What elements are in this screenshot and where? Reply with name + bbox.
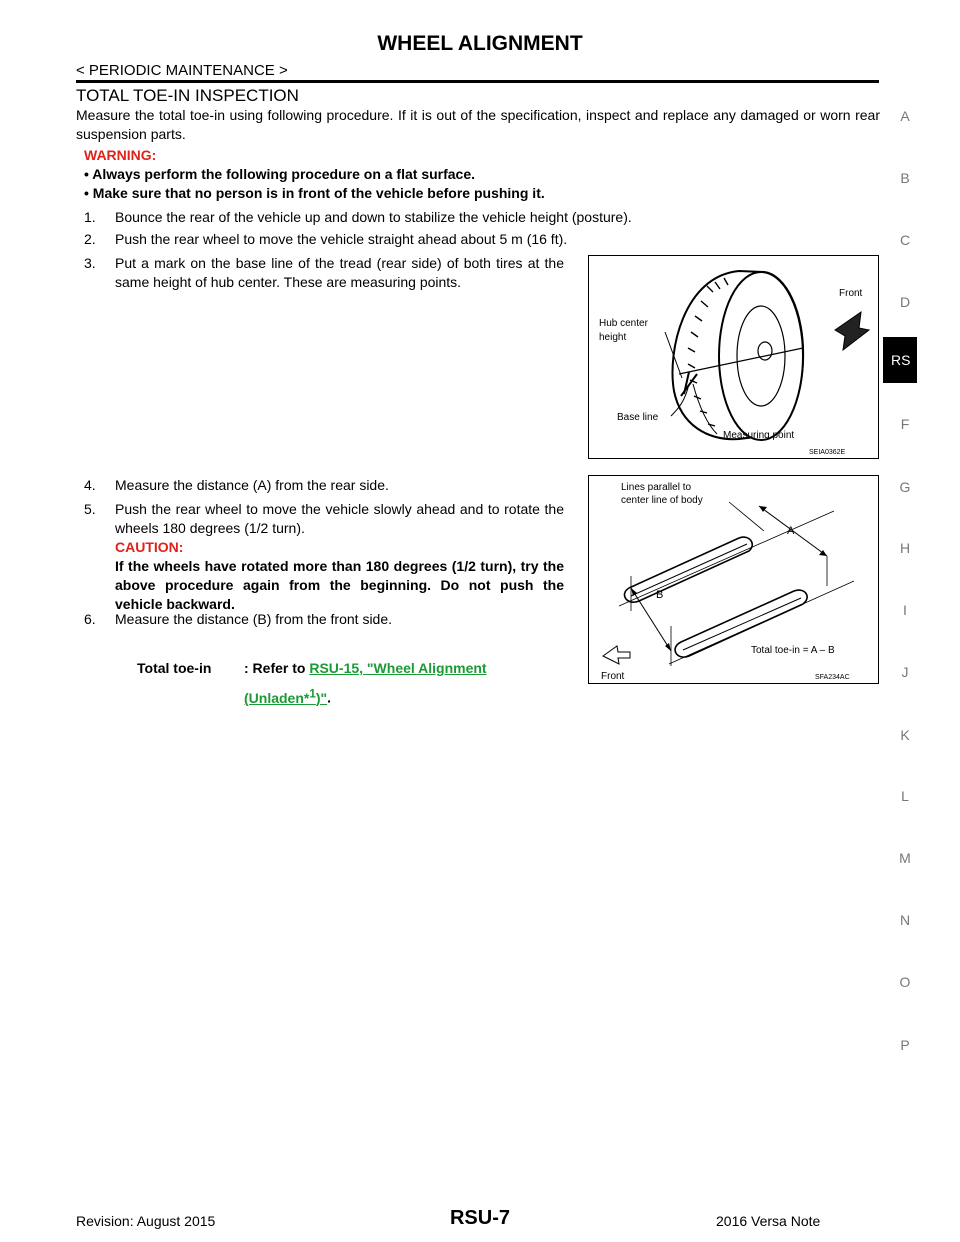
sidebar-tab-m[interactable]: M [899,850,911,866]
figure-code: SEIA0362E [809,449,846,456]
label-front: Front [839,288,863,299]
label-front: Front [601,671,625,682]
sidebar-tab-j[interactable]: J [901,664,909,680]
sidebar-tab-o[interactable]: O [899,974,911,990]
step-6: 6. Measure the distance (B) from the front side. [84,611,393,627]
section-breadcrumb: < PERIODIC MAINTENANCE > [76,62,288,79]
footer-model: 2016 Versa Note [716,1213,821,1229]
spec-value: : Refer to RSU-15, "Wheel Alignment (Unladen*$^1$)". [244,660,487,706]
warning-label: WARNING: [84,147,157,163]
label-hub-center: Hub center [599,318,648,329]
label-center-line: center line of body [621,495,703,506]
caution-label: CAUTION: [115,539,184,555]
sidebar-tab-k[interactable]: K [900,727,910,743]
label-height: height [599,332,627,343]
footer-revision: Revision: August 2015 [76,1213,216,1229]
toe-in-illustration [589,476,878,683]
section-heading: TOTAL TOE-IN INSPECTION [76,86,299,105]
step-4: 4. Measure the distance (A) from the rear side. [84,477,389,493]
step-2: 2. Push the rear wheel to move the vehicle straight ahead about 5 m (16 ft). [84,231,568,247]
label-lines-parallel: Lines parallel to [621,482,692,493]
sidebar-tab-a[interactable]: A [900,108,910,124]
sidebar-tab-h[interactable]: H [899,540,911,556]
sidebar-tab-c[interactable]: C [899,232,911,248]
sidebar-tab-d[interactable]: D [899,294,911,310]
step-1: 1. Bounce the rear of the vehicle up and down to stabilize the vehicle height (posture). [84,209,632,225]
sidebar-tab-g[interactable]: G [899,479,911,495]
toe-in-figure [588,475,879,684]
sidebar-tab-b[interactable]: B [900,170,910,186]
sidebar-tab-n[interactable]: N [899,912,911,928]
warning-item: • Make sure that no person is in front of the vehicle before pushing it. [84,185,545,201]
page-title: WHEEL ALIGNMENT [377,32,583,55]
footer-page-number: RSU-7 [449,1207,510,1229]
intro-paragraph: Measure the total toe-in using following procedure. If it is out of the specification, inspect and replace any damaged or worn rear suspension parts. [76,107,880,142]
label-b: B [656,589,664,601]
spec-label: Total toe-in [137,660,212,676]
sidebar-tab-l[interactable]: L [901,788,909,804]
label-measuring-point: Measuring point [723,430,795,441]
label-a: A [787,525,795,537]
figure-code: SFA234AC [815,674,850,681]
tire-measuring-figure [588,255,879,459]
header-rule [76,80,879,83]
sidebar-tab-i[interactable]: I [903,602,907,618]
label-total-toe-in: Total toe-in = A – B [751,645,835,656]
spec-link[interactable]: RSU-15, "Wheel Alignment (Unladen*$^1$)" [244,660,487,706]
sidebar-tab-rs[interactable]: RS [883,337,917,383]
sidebar-tab-p[interactable]: P [900,1037,910,1053]
label-base-line: Base line [617,412,659,423]
sidebar-tab-f[interactable]: F [900,416,910,432]
step-5: 5. Push the rear wheel to move the vehicle slowly ahead and to rotate the wheels 180 degrees (1/2 turn). CAUTION: If the wheels have rotated more than 180 degrees (1/2 turn), try the above procedure again from the beginning. Do not push the vehicle backward. [84,501,564,612]
caution-text: If the wheels have rotated more than 180 degrees (1/2 turn), try the above procedure again from the beginning. Do not push the vehicle backward. [115,558,564,612]
warning-item: • Always perform the following procedure on a flat surface. [84,166,476,182]
tire-illustration [589,256,878,458]
step-3: 3. Put a mark on the base line of the tread (rear side) of both tires at the same height of hub center. These are measuring points. [84,255,564,290]
